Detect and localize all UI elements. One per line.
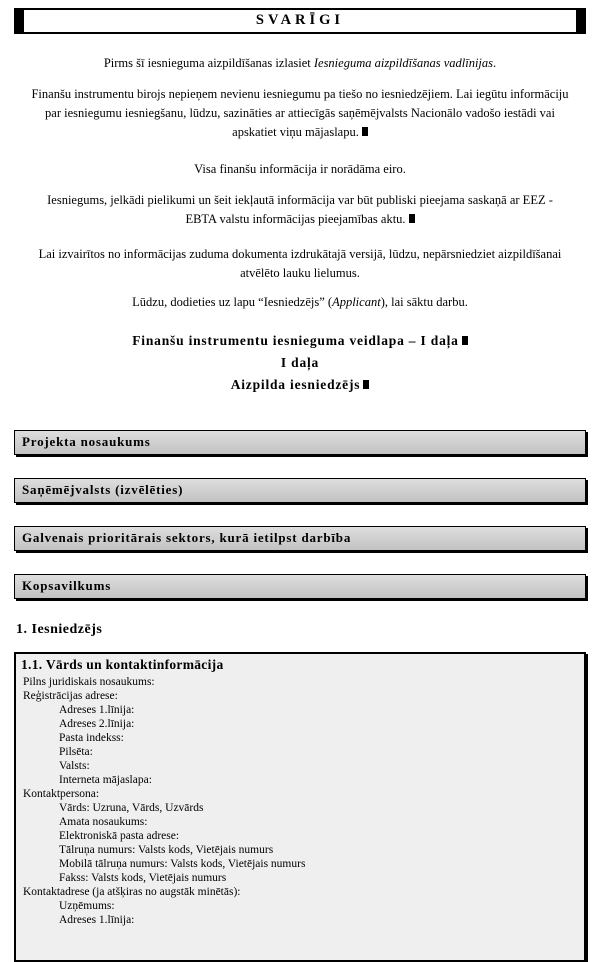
form-title-line-3 xyxy=(14,374,586,396)
intro-paragraph-3 xyxy=(30,160,570,179)
field-marker xyxy=(363,380,369,389)
contact-box-line: Interneta mājaslapa: xyxy=(59,774,152,786)
contact-box-title: 1.1. Vārds un kontaktinformācija xyxy=(21,657,224,672)
form-title-text-3: Aizpilda iesniedzējs xyxy=(230,377,361,392)
contact-box-line: Adreses 1.līnija: xyxy=(59,704,135,716)
p1-guidelines-reference: Iesnieguma aizpildīšanas vadlīnijas xyxy=(313,56,494,70)
field-marker xyxy=(362,127,368,136)
p3-text: Visa finanšu informācija ir norādāma eiro. xyxy=(194,162,406,176)
section1-heading: 1. Iesniedzējs xyxy=(16,622,103,637)
contact-box-line: Reģistrācijas adrese: xyxy=(23,690,118,702)
form-title-line-2 xyxy=(14,352,586,374)
form-title-line-1 xyxy=(14,330,586,352)
section-bar-sanemejvalsts: Saņēmējvalsts (izvēlēties) xyxy=(14,478,586,503)
contact-box-line: Pilsēta: xyxy=(59,746,93,758)
important-banner xyxy=(14,8,586,34)
p6-applicant-reference: Applicant xyxy=(332,295,381,309)
contact-box-line: Mobilā tālruņa numurs: Valsts kods, Vietējais numurs xyxy=(59,858,306,870)
p6-prefix: Lūdzu, dodieties uz lapu “Iesniedzējs” ( xyxy=(132,295,333,309)
field-marker xyxy=(409,214,415,223)
p4-text: Iesniegums, jelkādi pielikumi un šeit iekļautā informācija var būt publiski pieejama saskaņā ar EEZ - EBTA valstu informācijas pieejamības aktu. xyxy=(47,193,553,226)
intro-paragraph-1 xyxy=(30,54,570,73)
p5-text: Lai izvairītos no informācijas zuduma dokumenta izdrukātajā versijā, lūdzu, nepārsniedziet aizpildīšanai atvēlēto lauku lielumus. xyxy=(38,247,562,280)
p1-suffix: . xyxy=(493,56,497,70)
contact-box-line: Uzņēmums: xyxy=(59,900,115,912)
contact-box-line: Amata nosaukums: xyxy=(59,816,148,828)
p6-suffix: ), lai sāktu darbu. xyxy=(380,295,468,309)
intro-paragraph-4 xyxy=(30,191,570,229)
section-bar-prioritarais-sektors: Galvenais prioritārais sektors, kurā ietilpst darbība xyxy=(14,526,586,551)
p2-text: Finanšu instrumentu birojs nepieņem nevienu iesniegumu pa tiešo no iesniedzējiem. Lai iegūtu informāciju par iesniegumu iesniegšanu, lūdzu, sazināties ar attiecīgās saņēmējvalsts Nacionālo vadošo iestādi vai apskatiet viņu mājaslapu. xyxy=(31,87,569,139)
contact-info-box xyxy=(14,652,586,962)
contact-box-line: Kontaktpersona: xyxy=(23,788,100,800)
contact-box-line: Adreses 2.līnija: xyxy=(59,718,135,730)
section-bar-kopsavilkums: Kopsavilkums xyxy=(14,574,586,599)
contact-box-line: Kontaktadrese (ja atšķiras no augstāk minētās): xyxy=(23,886,241,898)
contact-box-line: Valsts: xyxy=(59,760,90,772)
form-title-block xyxy=(14,330,586,396)
contact-box-line: Vārds: Uzruna, Vārds, Uzvārds xyxy=(59,802,204,814)
intro-paragraph-6 xyxy=(30,293,570,312)
form-title-text-2: I daļa xyxy=(280,355,320,370)
contact-box-line: Pilns juridiskais nosaukums: xyxy=(23,676,155,688)
contact-box-lines xyxy=(21,675,579,927)
contact-box-line: Tālruņa numurs: Valsts kods, Vietējais numurs xyxy=(59,844,274,856)
intro-paragraph-2 xyxy=(30,85,570,142)
intro-paragraph-5 xyxy=(30,245,570,283)
contact-box-line: Elektroniskā pasta adrese: xyxy=(59,830,180,842)
section-bar-projekta-nosaukums: Projekta nosaukums xyxy=(14,430,586,455)
form-title-text-1: Finanšu instrumentu iesnieguma veidlapa – I daļa xyxy=(132,333,459,348)
contact-box-line: Adreses 1.līnija: xyxy=(59,914,135,926)
section-bars xyxy=(14,430,586,599)
p1-prefix: Pirms šī iesnieguma aizpildīšanas izlasiet xyxy=(103,56,314,70)
important-title: SVARĪGI xyxy=(255,12,345,28)
field-marker xyxy=(462,336,468,345)
contact-box-line: Pasta indekss: xyxy=(59,732,124,744)
contact-box-line: Fakss: Valsts kods, Vietējais numurs xyxy=(59,872,227,884)
